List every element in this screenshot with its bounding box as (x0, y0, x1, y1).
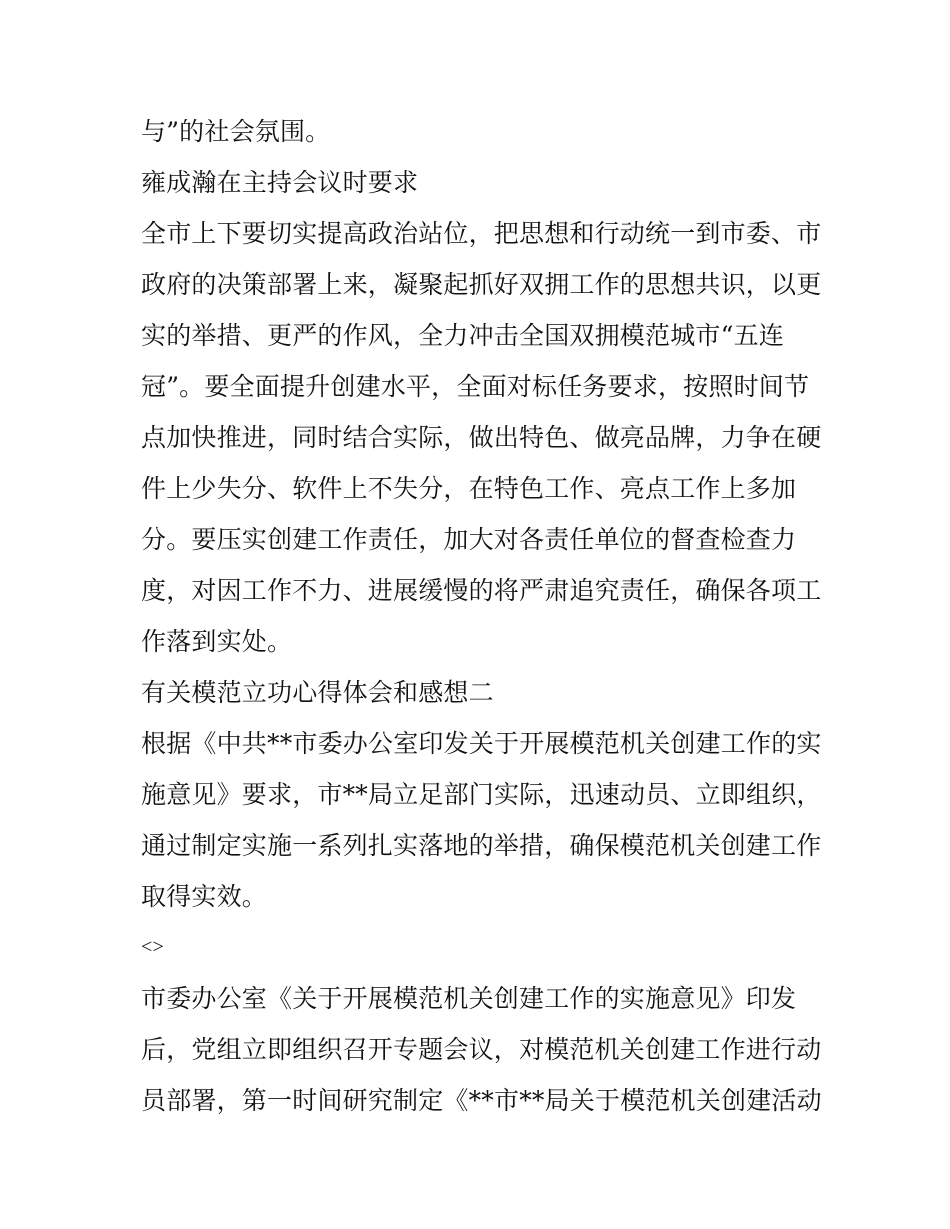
section-heading: 有关模范立功心得体会和感想二 (141, 678, 494, 707)
paragraph-line: 取得实效。 (141, 882, 268, 911)
paragraph-line: 与”的社会氛围。 (141, 117, 331, 146)
paragraph-line: 市委办公室《关于开展模范机关创建工作的实施意见》印发 (141, 984, 797, 1013)
paragraph-line: 分。要压实创建工作责任，加大对各责任单位的督查检查力 (141, 525, 797, 554)
paragraph-line: 点加快推进，同时结合实际，做出特色、做亮品牌，力争在硬 (141, 423, 822, 452)
paragraph-line: 后，党组立即组织召开专题会议，对模范机关创建工作进行动 (141, 1035, 822, 1064)
paragraph-line: 施意见》要求，市**局立足部门实际，迅速动员、立即组织， (141, 780, 822, 809)
paragraph-line: 冠”。要全面提升创建水平，全面对标任务要求，按照时间节 (141, 372, 810, 401)
paragraph-line: 实的举措、更严的作风，全力冲击全国双拥模范城市“五连 (141, 321, 784, 350)
paragraph-line: 件上少失分、软件上不失分，在特色工作、亮点工作上多加 (141, 474, 797, 503)
paragraph-line: 员部署，第一时间研究制定《**市**局关于模范机关创建活动 (141, 1086, 822, 1115)
paragraph-line: 政府的决策部署上来，凝聚起抓好双拥工作的思想共识，以更 (141, 270, 822, 299)
paragraph-line: 作落到实处。 (141, 627, 293, 656)
paragraph-line: 通过制定实施一系列扎实落地的举措，确保模范机关创建工作 (141, 831, 822, 860)
paragraph-line: 度，对因工作不力、进展缓慢的将严肃追究责任，确保各项工 (141, 576, 822, 605)
paragraph-line: 全市上下要切实提高政治站位，把思想和行动统一到市委、市 (141, 219, 822, 248)
document-body (141, 106, 821, 1126)
paragraph-line: 根据《中共**市委办公室印发关于开展模范机关创建工作的实 (141, 729, 822, 758)
placeholder-marker: <> (141, 936, 164, 958)
paragraph-line: 雍成瀚在主持会议时要求 (141, 168, 419, 197)
